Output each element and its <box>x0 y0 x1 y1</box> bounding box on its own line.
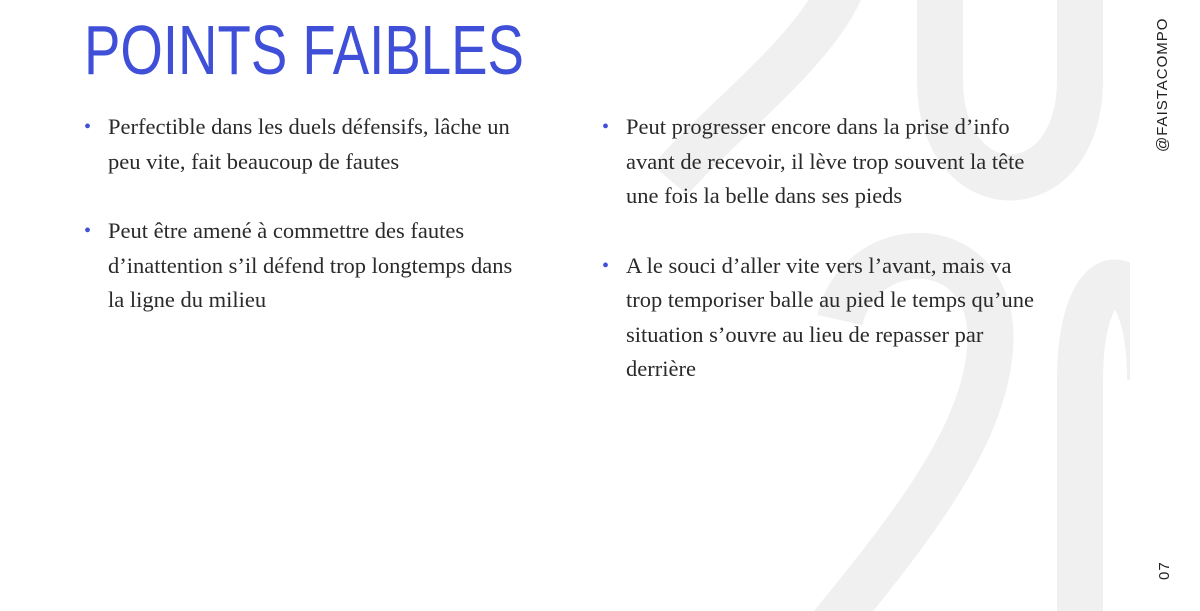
page-number-text: 07 <box>1156 561 1173 580</box>
list-item <box>602 249 1042 387</box>
list-item-text: Perfectible dans les duels défensifs, lâche un peu vite, fait beaucoup de fautes <box>108 114 510 174</box>
list-item-text: A le souci d’aller vite vers l’avant, mais va trop temporiser balle au pied le temps qu’une situation s’ouvre au lieu de repasser par derrière <box>626 252 1034 381</box>
page-number <box>1156 560 1180 584</box>
left-bullet-list <box>84 110 524 353</box>
list-item <box>84 110 524 179</box>
right-bullet-list <box>602 110 1042 422</box>
list-item-text: Peut être amené à commettre des fautes d’inattention s’il défend trop longtemps dans la ligne du milieu <box>108 218 513 312</box>
list-item-text: Peut progresser encore dans la prise d’info avant de recevoir, il lève trop souvent la tête une fois la belle dans ses pieds <box>626 114 1025 208</box>
bullet-icon: • <box>602 116 610 138</box>
bullet-icon: • <box>602 254 610 277</box>
list-item <box>602 110 1042 214</box>
bullet-icon: • <box>84 220 92 242</box>
social-handle <box>1154 17 1178 160</box>
page-title: POINTS FAIBLES <box>84 11 524 89</box>
social-handle-text: @FAISTACOMPO <box>1154 17 1171 152</box>
bullet-icon: • <box>84 116 92 138</box>
list-item <box>84 214 524 318</box>
